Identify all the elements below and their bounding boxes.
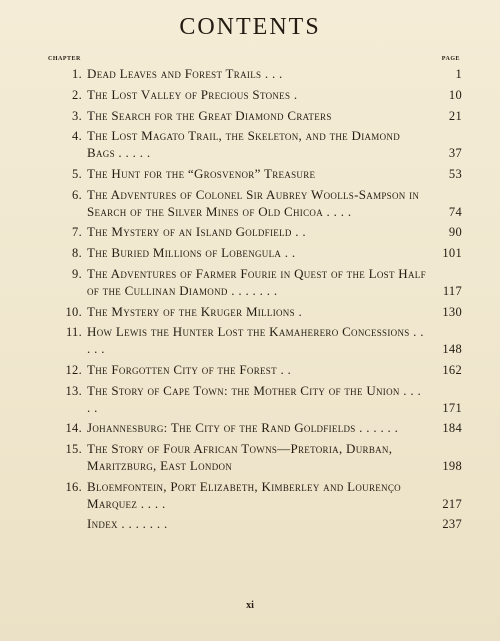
chapter-title: The Adventures of Colonel Sir Aubrey Woolls-Sampson in Search of the Silver Mines of Old Chicoa . . . . [87,186,420,219]
chapter-title: The Adventures of Farmer Fourie in Quest of the Lost Half of the Cullinan Diamond . . . . . . . [87,265,426,298]
toc-entry-1 [52,66,462,83]
page-number: 101 [442,246,462,261]
toc-entry-10 [52,304,462,321]
chapter-number: 13. [65,383,82,398]
toc-entry-12 [52,362,462,379]
chapter-number: 9. [72,266,82,281]
page-number: 217 [442,496,462,511]
page-title: CONTENTS [179,14,321,40]
page-column-heading: PAGE [441,56,460,62]
toc-entry-8 [52,245,462,262]
page-number: 74 [448,204,462,219]
folio-number: xi [246,600,254,611]
chapter-title: Bloemfontein, Port Elizabeth, Kimberley and Lourenço Marquez . . . . [87,478,401,511]
toc-entry-6 [52,187,462,221]
chapter-number: 3. [72,108,82,123]
chapter-number: 6. [72,187,82,202]
toc-entry-9 [52,266,462,300]
toc-entry-11 [52,324,462,358]
chapter-number: 14. [65,421,82,436]
toc-entry-4 [52,128,462,162]
toc-entry-7 [52,224,462,241]
page-number: 171 [442,400,462,415]
toc-entry-3 [52,108,462,125]
chapter-number: 4. [72,129,82,144]
page-number: 148 [442,342,462,357]
toc-entry-14 [52,420,462,437]
chapter-number [52,516,87,533]
page-number: 1 [455,67,462,81]
page-number: 184 [442,421,462,436]
chapter-title: The Buried Millions of Lobengula . . [87,245,296,261]
toc-entry-13 [52,383,462,417]
toc-entry-index [52,516,462,533]
chapter-title: The Forgotten City of the Forest . . [87,361,292,377]
chapter-number: 10. [65,304,82,319]
chapter-number: 12. [65,362,82,377]
page-number: 117 [442,283,462,298]
chapter-number: 11. [65,325,82,340]
chapter-number: 1. [72,67,82,81]
chapter-title: The Search for the Great Diamond Craters [87,107,332,123]
page-number: 37 [448,146,462,161]
page-number: 53 [448,166,462,181]
chapter-number: 16. [65,479,82,494]
chapter-title: The Story of Cape Town: the Mother City of the Union . . . . . [87,382,421,415]
chapter-title: The Lost Magato Trail, the Skeleton, and the Diamond Bags . . . . . [87,128,401,161]
page-number: 90 [448,225,462,240]
chapter-column-heading: CHAPTER [48,56,81,62]
page-number: 21 [448,108,462,123]
toc-entry-5 [52,166,462,183]
page-number: 237 [442,517,462,532]
chapter-title: Johannesburg: The City of the Rand Goldfields . . . . . . [87,420,399,436]
toc-entry-2 [52,87,462,104]
chapter-number: 7. [72,225,82,240]
chapter-title: Dead Leaves and Forest Trails . . . [87,66,283,81]
chapter-number: 15. [65,442,82,457]
chapter-number: 5. [72,166,82,181]
table-of-contents [52,66,462,533]
chapter-number: 2. [72,87,82,102]
chapter-title: The Story of Four African Towns—Pretoria, Durban, Maritzburg, East London [87,441,393,473]
page-number: 198 [442,458,462,473]
page-number: 130 [442,304,462,319]
page-number: 162 [442,362,462,377]
chapter-title: The Mystery of the Kruger Millions . [87,303,302,319]
chapter-title: The Hunt for the “Grosvenor” Treasure [87,165,316,181]
chapter-title: How Lewis the Hunter Lost the Kamaherero Concessions . . . . . [87,324,424,357]
chapter-number: 8. [72,246,82,261]
chapter-title: The Mystery of an Island Goldfield . . [87,224,306,240]
chapter-title: Index . . . . . . . [87,516,168,532]
toc-entry-15 [52,441,462,475]
chapter-title: The Lost Valley of Precious Stones . [87,86,298,102]
page-number: 10 [448,87,462,102]
toc-entry-16 [52,479,462,513]
